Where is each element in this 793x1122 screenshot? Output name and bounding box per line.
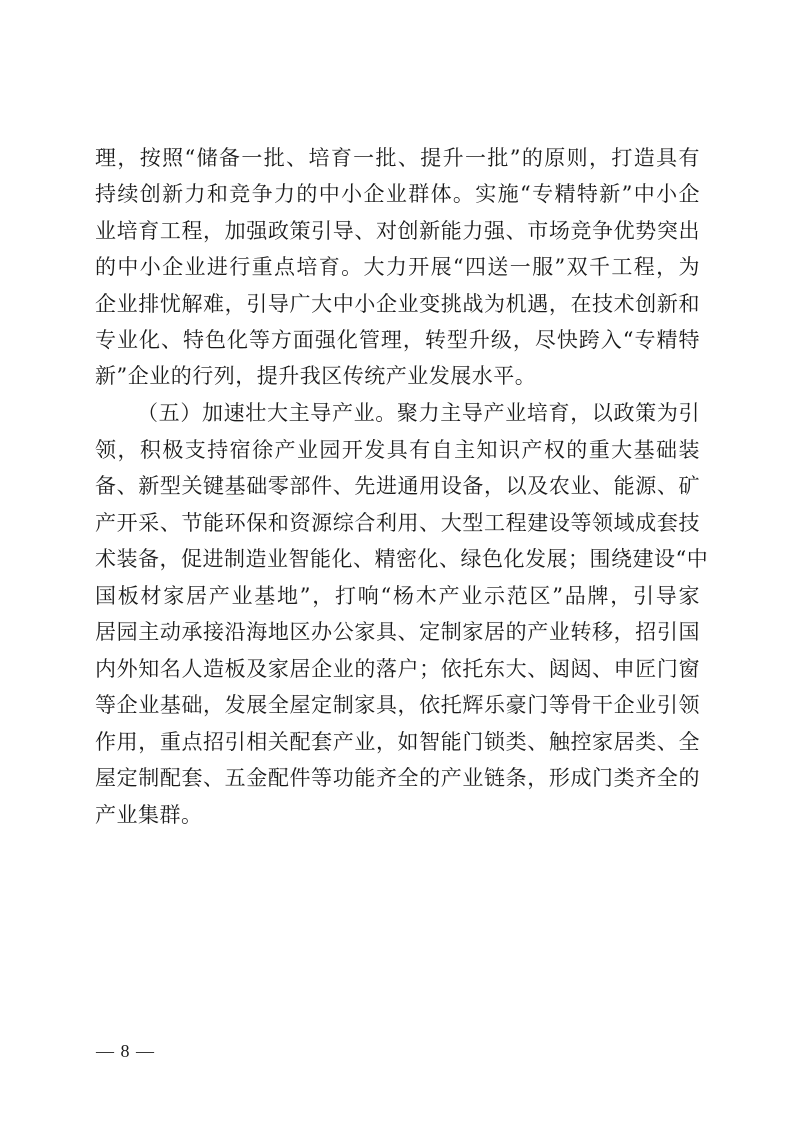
paragraph-1-line-7: 新”企业的行列，提升我区传统产业发展水平。 bbox=[95, 364, 537, 388]
paragraph-2-line-5: 术装备，促进制造业智能化、精密化、绿色化发展；围绕建设“中 bbox=[95, 547, 709, 571]
paragraph-2-line-9: 等企业基础，发展全屋定制家具，依托辉乐豪门等骨干企业引领 bbox=[95, 693, 700, 717]
paragraph-2-line-12: 产业集群。 bbox=[95, 803, 203, 827]
paragraph-1-line-2: 持续创新力和竞争力的中小企业群体。实施“专精特新”中小企 bbox=[95, 182, 700, 206]
paragraph-2-line-6: 国板材家居产业基地”，打响“杨木产业示范区”品牌，引导家 bbox=[95, 584, 700, 608]
paragraph-1-line-1: 理，按照“储备一批、培育一批、提升一批”的原则，打造具有 bbox=[95, 146, 700, 170]
paragraph-1-line-6: 专业化、特色化等方面强化管理，转型升级，尽快跨入“专精特 bbox=[95, 328, 700, 352]
paragraph-2-line-11: 屋定制配套、五金配件等功能齐全的产业链条，形成门类齐全的 bbox=[95, 766, 700, 790]
page-number: — 8 — bbox=[96, 1041, 155, 1061]
paragraph-1-line-5: 企业排忧解难，引导广大中小企业变挑战为机遇，在技术创新和 bbox=[95, 292, 700, 316]
paragraph-2-line-1: （五）加速壮大主导产业。聚力主导产业培育，以政策为引 bbox=[137, 401, 700, 425]
paragraph-1-line-3: 业培育工程，加强政策引导、对创新能力强、市场竞争优势突出 bbox=[95, 219, 700, 243]
paragraph-2-line-2: 领，积极支持宿徐产业园开发具有自主知识产权的重大基础装 bbox=[95, 438, 700, 462]
paragraph-2-line-8: 内外知名人造板及家居企业的落户；依托东大、闼闼、申匠门窗 bbox=[95, 657, 700, 681]
paragraph-2-line-7: 居园主动承接沿海地区办公家具、定制家居的产业转移，招引国 bbox=[95, 620, 700, 644]
paragraph-2-line-4: 产开采、节能环保和资源综合利用、大型工程建设等领域成套技 bbox=[95, 511, 700, 535]
paragraph-1-line-4: 的中小企业进行重点培育。大力开展“四送一服”双千工程，为 bbox=[95, 255, 700, 279]
paragraph-2-line-10: 作用，重点招引相关配套产业，如智能门锁类、触控家居类、全 bbox=[95, 730, 700, 754]
paragraph-2-line-3: 备、新型关键基础零部件、先进通用设备，以及农业、能源、矿 bbox=[95, 474, 700, 498]
